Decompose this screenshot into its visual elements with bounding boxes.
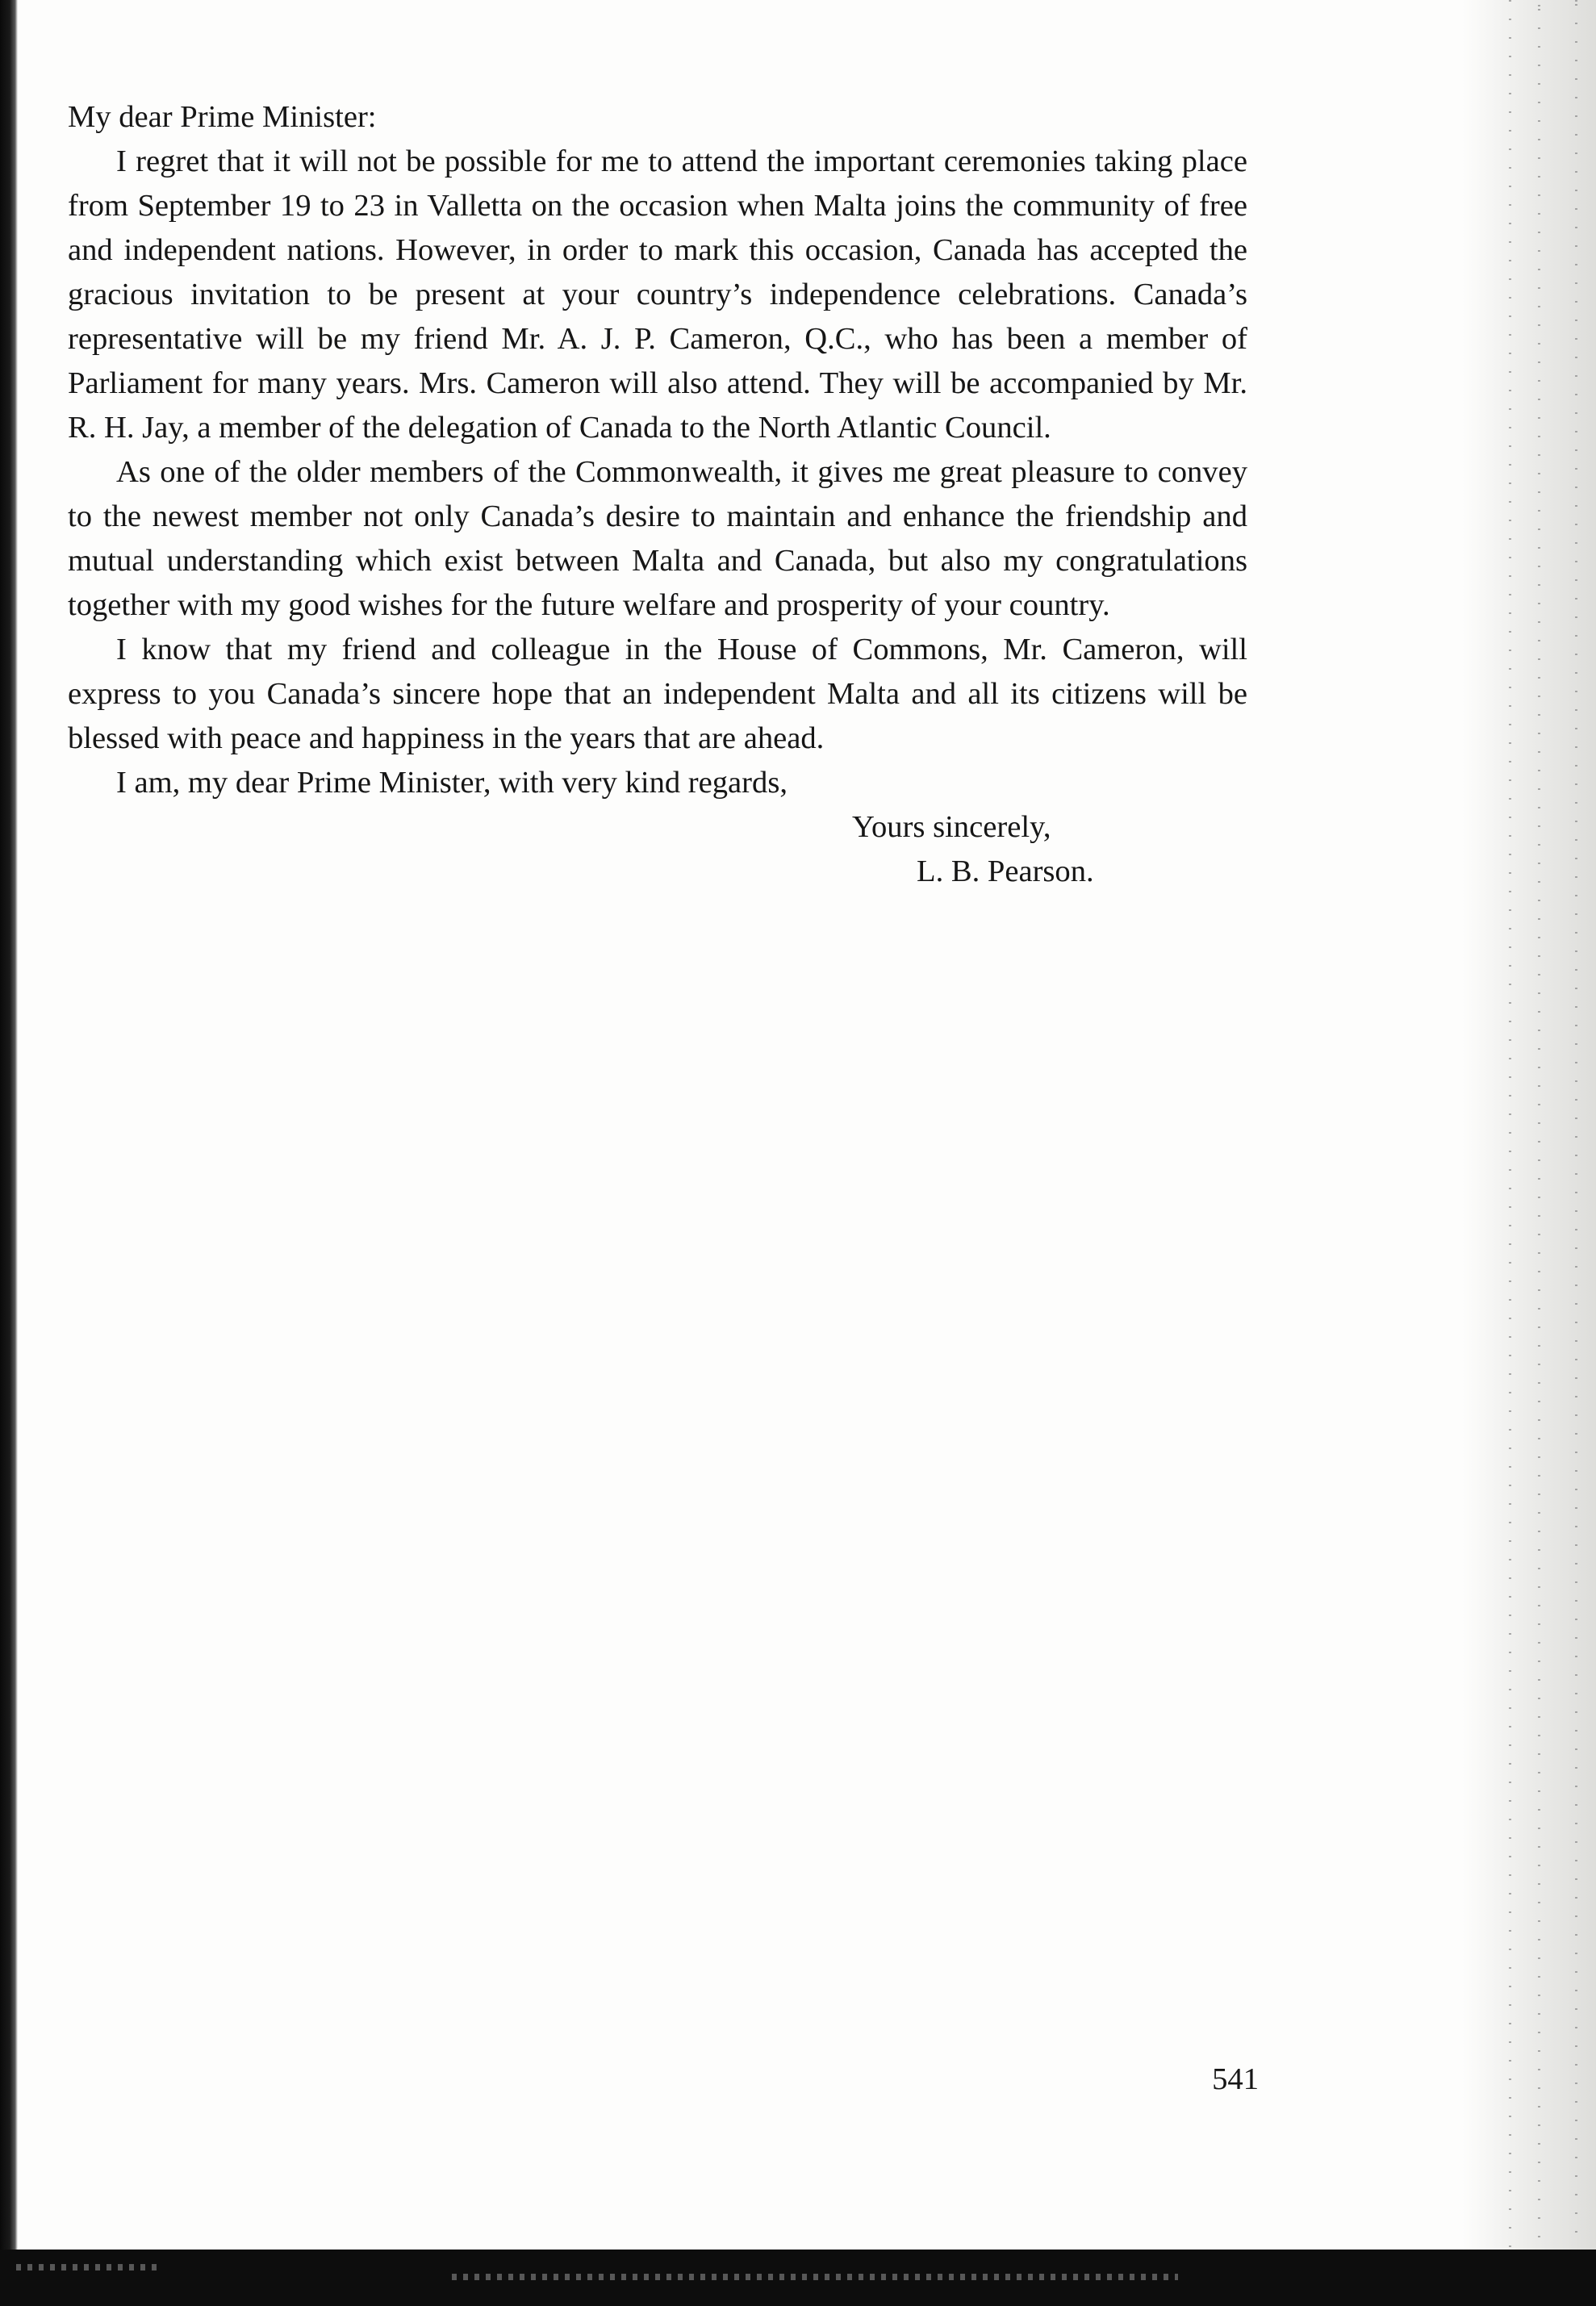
letter-body: [68, 95, 1247, 894]
scan-gutter-speckle: [1509, 0, 1511, 2250]
letter-signature: L. B. Pearson.: [917, 854, 1094, 888]
scan-gutter-speckle: [1575, 0, 1577, 2250]
letter-salutation: My dear Prime Minister:: [68, 100, 377, 134]
scan-edge-speckle: [16, 2264, 161, 2270]
page-number: 541: [1212, 2062, 1259, 2096]
scan-right-gutter-shadow: [1462, 0, 1596, 2250]
letter-paragraph-2: As one of the older members of the Commonwealth, it gives me great pleasure to convey to the newest member not only Canada’s desire to maintain and enhance the friendship and mutual understanding which exist between Malta and Canada, but also my congratulations together with my good wishes for the future welfare and prosperity of your country.: [68, 455, 1247, 622]
scan-bottom-edge-shadow: [0, 2250, 1596, 2306]
scan-edge-speckle: [452, 2274, 1178, 2280]
scan-left-edge-shadow: [0, 0, 18, 2306]
letter-sign-off: Yours sincerely,: [852, 810, 1051, 844]
letter-paragraph-3: I know that my friend and colleague in the House of Commons, Mr. Cameron, will express to you Canada’s sincere hope that an independent Malta and all its citizens will be blessed with peace and happiness in the years that are ahead.: [68, 633, 1247, 755]
letter-paragraph-1: I regret that it will not be possible for me to attend the important ceremonies taking place from September 19 to 23 in Valletta on the occasion when Malta joins the community of free and independent nations. However, in order to mark this occasion, Canada has accepted the gracious invitation to be present at your country’s independence celebrations. Canada’s representative will be my friend Mr. A. J. P. Cameron, Q.C., who has been a member of Parliament for many years. Mrs. Cameron will also attend. They will be accompanied by Mr. R. H. Jay, a member of the delegation of Canada to the North Atlantic Council.: [68, 144, 1247, 445]
letter-closing: I am, my dear Prime Minister, with very kind regards,: [116, 766, 788, 800]
scan-gutter-speckle: [1538, 0, 1540, 2250]
